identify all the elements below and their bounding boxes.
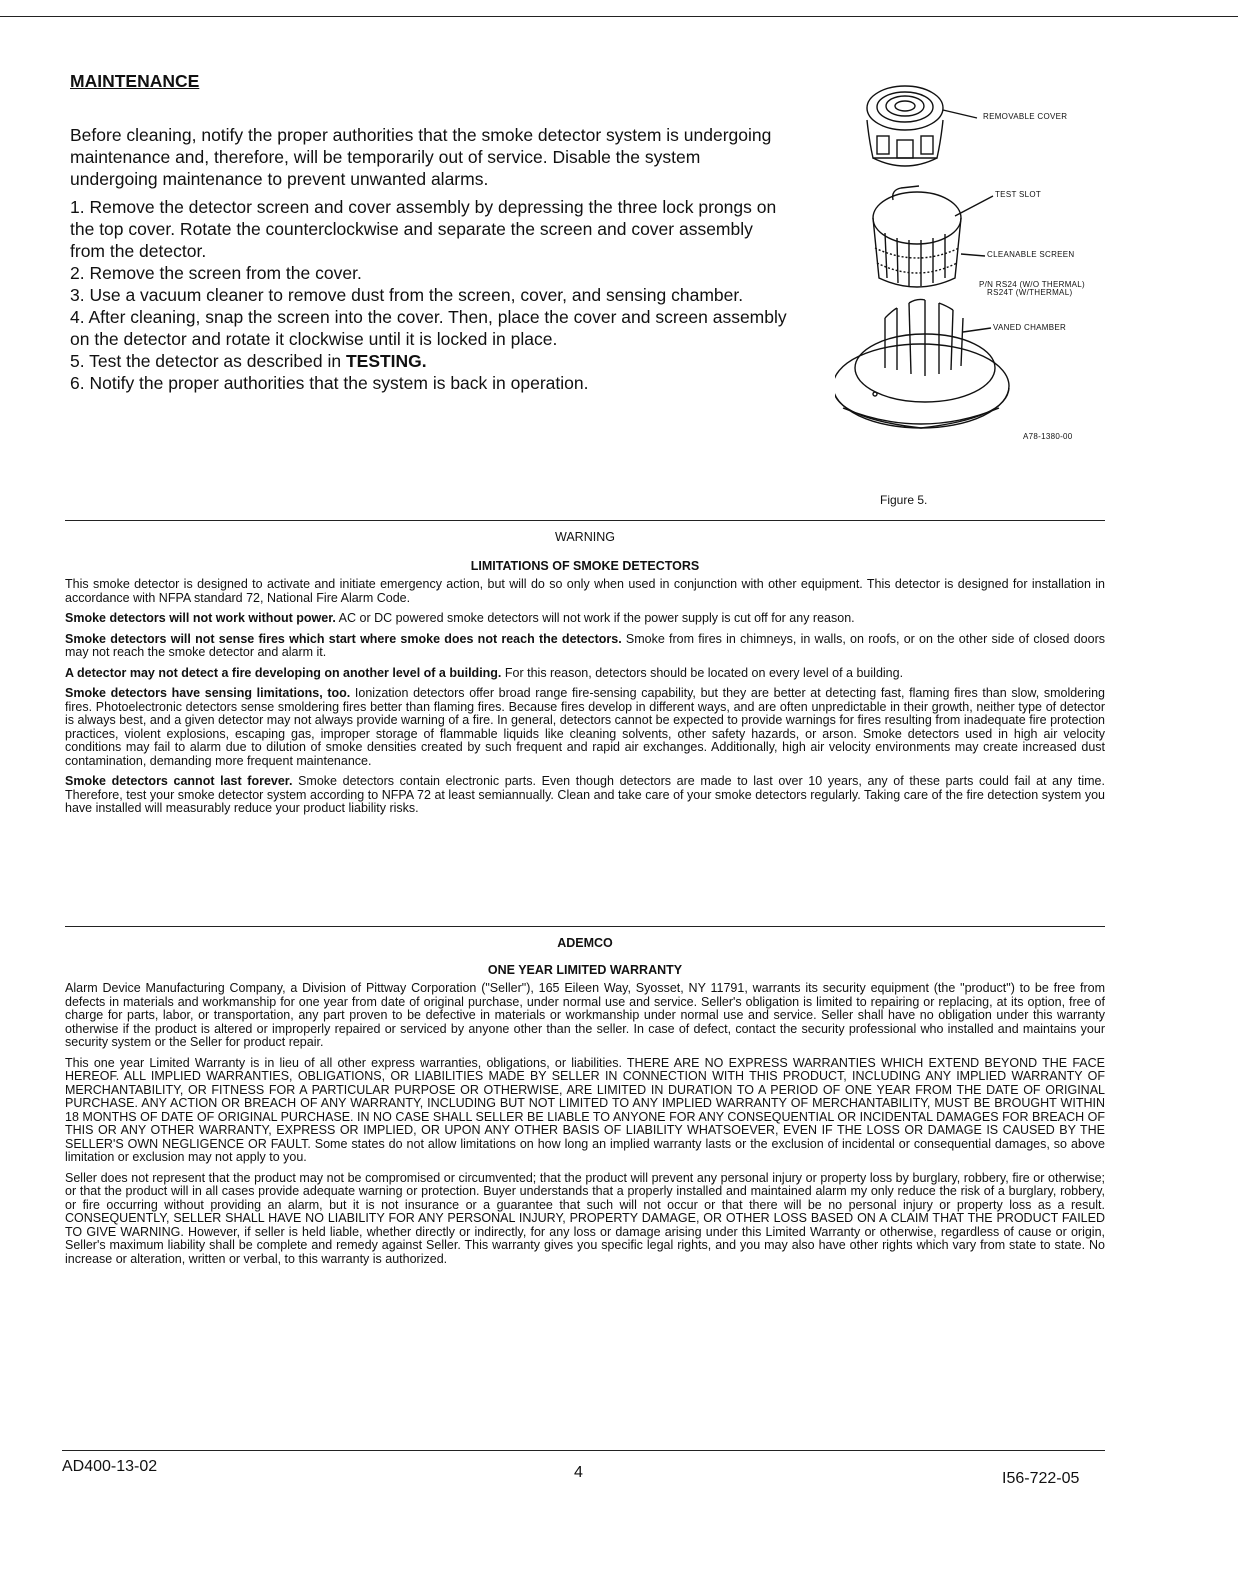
top-rule — [0, 16, 1238, 17]
maintenance-step-2: 2. Remove the screen from the cover. — [70, 263, 362, 283]
footer-part-number: I56-722-05 — [1002, 1470, 1080, 1487]
warranty-heading: ADEMCO — [557, 936, 613, 950]
maintenance-step-6: 6. Notify the proper authorities that the system is back in operation. — [70, 373, 589, 393]
warning-top-rule — [65, 520, 1105, 521]
warranty-paragraph-1: Alarm Device Manufacturing Company, a Division of Pittway Corporation ("Seller"), 165 Eileen Way, Syosset, NY 11791, warrants its security equipment (the "product") to be free from defects in materials and workmanship for one year from date of original purchase, under normal use and service. Seller's obligation is limited to repairing or replacing, at its option, free of charge for parts, labor, or transportation, any part proven to be defective in materials or workmanship under normal use and service. Seller shall have no obligation under this warranty otherwise if the product is altered or improperly repaired or serviced by anyone other than the seller. In case of defect, contact the security professional who installed and maintains your security system or the Seller for product repair. — [65, 981, 1105, 1049]
warning-6-lead: Smoke detectors cannot last forever. — [65, 774, 293, 788]
warning-4-text: For this reason, detectors should be located on every level of a building. — [501, 665, 904, 680]
warning-subheading: LIMITATIONS OF SMOKE DETECTORS — [470, 559, 700, 573]
warning-5-lead: Smoke detectors have sensing limitations, too. — [65, 686, 351, 700]
detector-diagram — [835, 78, 1125, 458]
warning-paragraph-4 — [65, 667, 1105, 681]
warning-2-lead: Smoke detectors will not work without power. — [65, 611, 336, 625]
warning-2-text: AC or DC powered smoke detectors will not work if the power supply is cut off for any reason. — [335, 611, 855, 625]
warranty-top-rule — [65, 926, 1105, 927]
warranty-paragraph-2: This one year Limited Warranty is in lieu of all other express warranties, obligations, or liabilities. THERE ARE NO EXPRESS WARRANTIES WHICH EXTEND BEYOND THE FACE HEREOF. ALL IMPLIED WARRANTIES, OBLIGATIONS, OR LIABILITIES MADE BY SELLER IN CONNECTION WITH THIS PRODUCT, INCLUDING ANY IMPLIED WARRANTY OF MERCHANTABILITY, OR FITNESS FOR A PARTICULAR PURPOSE OR OTHERWISE, ARE LIMITED IN DURATION TO A PERIOD OF ONE YEAR FROM THE DATE OF ORIGINAL PURCHASE. ANY ACTION OR BREACH OF ANY WARRANTY, INCLUDING BUT NOT LIMITED TO ANY IMPLIED WARRANTY OF MERCHANTABILITY, MUST BE BROUGHT WITHIN 18 MONTHS OF DATE OF ORIGINAL PURCHASE. IN NO CASE SHALL SELLER BE LIABLE TO ANYONE FOR ANY CONSEQUENTIAL OR INCIDENTAL DAMAGES FOR BREACH OF THIS OR ANY OTHER WARRANTY, EXPRESS OR IMPLIED, OR UPON ANY OTHER BASIS OF LIABILITY WHATSOEVER, EVEN IF THE LOSS OR DAMAGE IS CAUSED BY THE SELLER'S OWN NEGLIGENCE OR FAULT. Some states do not allow limitations on how long an implied warranty lasts or the exclusion of incidental or consequential damages, so above limitation or exclusion may not apply to you. — [65, 1055, 1105, 1164]
warning-6-text: Smoke detectors contain electronic parts. Even though detectors are made to last over 10 years, any of these parts could fail at any time. Therefore, test your smoke detector system according to NFPA 72 at least semiannually. Clean and take care of your smoke detectors regularly. Taking care of the fire detection system you have installed will measurably reduce your product liability risks. — [65, 774, 1105, 815]
warranty-subheading: ONE YEAR LIMITED WARRANTY — [487, 963, 683, 977]
maintenance-title: MAINTENANCE — [70, 71, 200, 91]
footer-rule — [62, 1450, 1105, 1451]
warning-paragraph-6 — [65, 775, 1105, 816]
figure-code: A78-1380-00 — [1023, 432, 1073, 441]
maintenance-step-3: 3. Use a vacuum cleaner to remove dust from the screen, cover, and sensing chamber. — [70, 285, 744, 305]
warning-body — [65, 578, 1105, 823]
maintenance-intro: Before cleaning, notify the proper authorities that the smoke detector system is undergoing maintenance and, therefore, will be temporarily out of service. Disable the system undergoing maintenance to prevent unwanted alarms. — [70, 125, 772, 189]
maintenance-step-5 — [70, 350, 790, 372]
detector-exploded-figure — [835, 78, 1125, 458]
warning-paragraph-5 — [65, 687, 1105, 768]
label-vaned-chamber: VANED CHAMBER — [993, 323, 1067, 332]
page-number: 4 — [574, 1464, 583, 1481]
label-part-number-1: P/N RS24 (W/O THERMAL) — [979, 280, 1086, 289]
step-5-text: 5. Test the detector as described in — [70, 351, 346, 371]
warning-paragraph-3 — [65, 633, 1105, 660]
maintenance-step-4: 4. After cleaning, snap the screen into the cover. Then, place the cover and screen assembly on the detector and rotate it clockwise until it is locked in place. — [70, 307, 787, 349]
footer-doc-number: AD400-13-02 — [62, 1458, 158, 1475]
label-removable-cover: REMOVABLE COVER — [983, 112, 1068, 121]
warranty-paragraph-3: Seller does not represent that the product may not be compromised or circumvented; that the product will prevent any personal injury or property loss by burglary, robbery, fire or otherwise; or that the product will in all cases provide adequate warning or protection. Buyer understands that a properly installed and maintained alarm my only reduce the risk of a burglary, robbery, or fire occurring without providing an alarm, but it is not insurance or a guarantee that such will not occur or that there will be no personal injury or property loss as a result. CONSEQUENTLY, SELLER SHALL HAVE NO LIABILITY FOR ANY PERSONAL INJURY, PROPERTY DAMAGE, OR OTHER LOSS BASED ON A CLAIM THAT THE PRODUCT FAILED TO GIVE WARNING. However, if seller is held liable, whether directly or indirectly, for any loss or damage arising under this Limited Warranty or otherwise, regardless of cause or origin, Seller's maximum liability shall be complete and remedy against Seller. This warranty gives you specific legal rights, and you may also have other rights which vary from state to state. No increase or alteration, written or verbal, to this warranty is authorized. — [65, 1170, 1105, 1266]
maintenance-step-1: 1. Remove the detector screen and cover assembly by depressing the three lock prongs on the top cover. Rotate the counterclockwise and separate the screen and cover assembly from the detector. — [70, 197, 777, 261]
figure-caption: Figure 5. — [880, 493, 928, 507]
warning-heading: WARNING — [555, 530, 615, 544]
warranty-body — [65, 982, 1105, 1273]
warning-paragraph-2 — [65, 612, 1105, 626]
warning-3-text: Smoke from fires in chimneys, in walls, on roofs, or on the other side of closed doors may not reach the smoke detector and alarm it. — [65, 631, 1105, 659]
warning-4-lead: A detector may not detect a fire developing on another level of a building. — [65, 665, 502, 680]
step-5-testing-ref: TESTING. — [345, 351, 427, 371]
label-test-slot: TEST SLOT — [995, 190, 1042, 199]
maintenance-body — [70, 124, 790, 394]
label-part-number-2: RS24T (W/THERMAL) — [987, 288, 1073, 297]
warning-3-lead: Smoke detectors will not sense fires which start where smoke does not reach the detectors. — [65, 631, 622, 646]
label-cleanable-screen: CLEANABLE SCREEN — [987, 250, 1075, 259]
warning-paragraph-1: This smoke detector is designed to activate and initiate emergency action, but will do so only when used in conjunction with other equipment. This detector is designed for installation in accordance with NFPA standard 72, National Fire Alarm Code. — [65, 577, 1105, 605]
warning-5-text: Ionization detectors offer broad range fire-sensing capability, but they are better at detecting fast, flaming fires than slow, smoldering fires. Photoelectronic detectors sense smoldering fires better than flaming fires. Because fires develop in different ways, and are often unpredictable in their growth, neither type of detector is always best, and a given detector may not always provide warning of a fire. In general, detectors cannot be expected to provide warnings for fires resulting from inadequate fire protection practices, violent explosions, escaping gas, improper storage of flammable liquids like cleaning solvents, other safety hazards, or arson. Smoke detectors used in high air velocity conditions may fail to alarm due to dilution of smoke densities created by such frequent and rapid air exchanges. Additionally, high air velocity environments may create increased dust contamination, demanding more frequent maintenance. — [65, 686, 1105, 768]
